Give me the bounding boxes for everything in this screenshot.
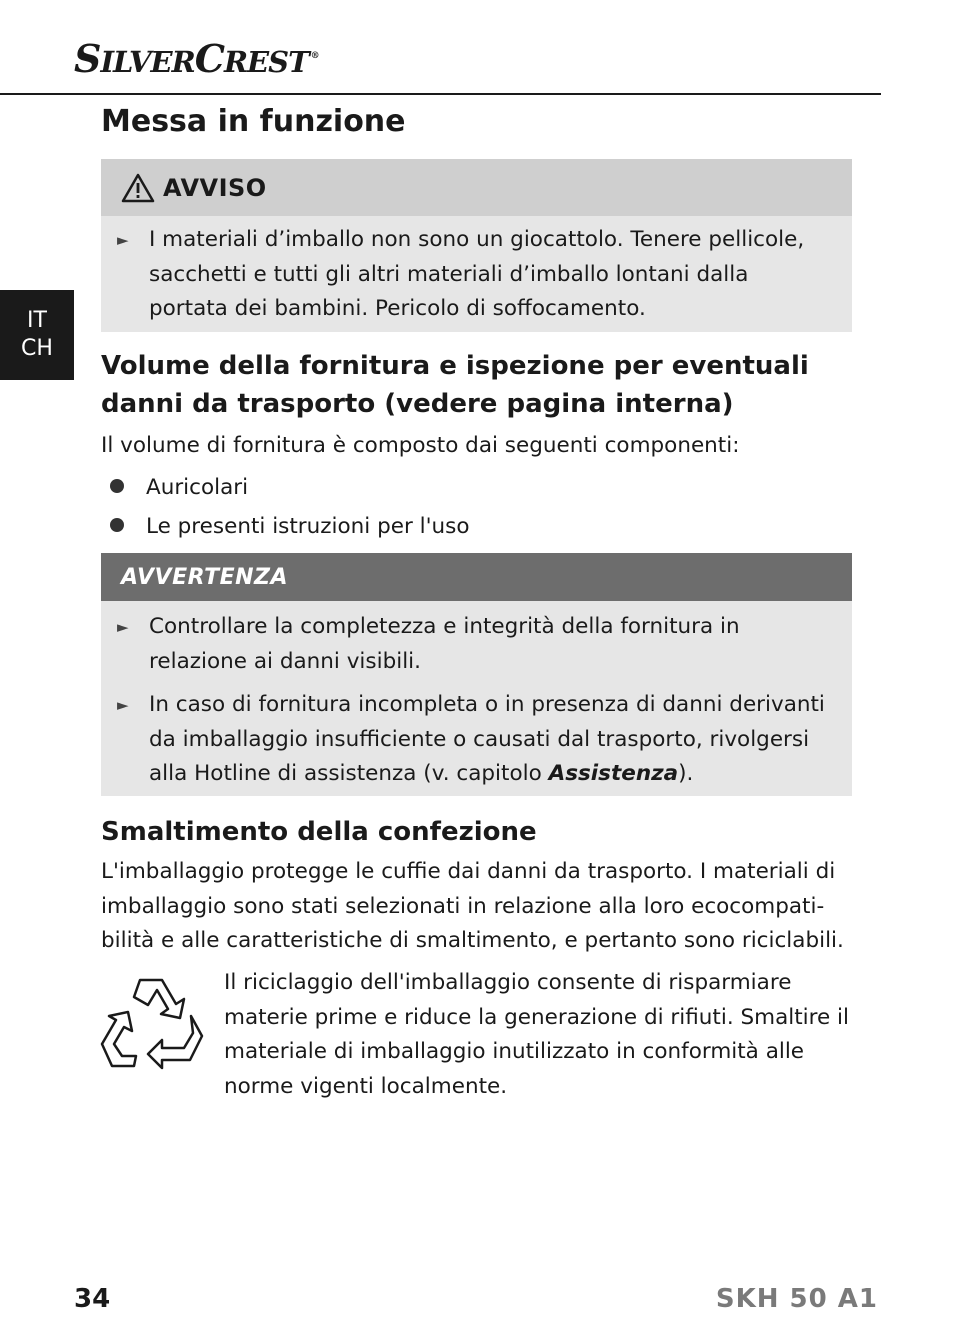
note-heading: AVVERTENZA — [121, 564, 288, 590]
assistance-chapter-ref: Assistenza — [548, 761, 679, 786]
note-item: ► In caso di fornitura incompleta o in presenza di danni derivanti da imballaggio insufficiente o causati dal trasporto, rivolgersi alla Hotline di assistenza (v. capitolo Assistenza). — [101, 688, 852, 792]
arrow-icon: ► — [117, 618, 129, 636]
note-header — [101, 553, 852, 601]
disposal-paragraph: L'imballaggio protegge le cuffie dai danni da trasporto. I materiali di imballaggio sono stati selezionati in relazione alla loro ecocompati-bilità e alle caratteristiche di smaltimento, e pertanto sono riciclabili. — [101, 859, 844, 953]
warning-triangle-icon — [121, 173, 155, 203]
list-item: Le presenti istruzioni per l'uso — [110, 510, 470, 544]
section-title-disposal: Smaltimento della confezione — [101, 817, 537, 847]
warning-item — [101, 223, 852, 327]
page-number: 34 — [74, 1284, 111, 1314]
list-item: Auricolari — [110, 471, 248, 505]
bullet-icon — [110, 518, 124, 532]
brand-logo: SILVERCREST ® — [74, 36, 319, 81]
section-title-delivery: Volume della fornitura e ispezione per eventuali danni da trasporto (vedere pagina interna) — [101, 351, 809, 419]
note-box — [101, 553, 852, 796]
warning-header — [101, 159, 852, 216]
language-tab — [0, 290, 74, 380]
language-code-it: IT — [27, 308, 47, 333]
recycling-paragraph: Il riciclaggio dell'imballaggio consente di risparmiare materie prime e riduce la generazione di rifiuti. Smaltire il materiale di imballaggio inutilizzato in conformità alle norme vigenti localmente. — [224, 970, 850, 1099]
section-title-start: Messa in funzione — [101, 104, 406, 139]
delivery-intro: Il volume di fornitura è composto dai seguenti componenti: — [101, 433, 740, 458]
model-number: SKH 50 A1 — [715, 1284, 878, 1314]
warning-box — [101, 159, 852, 332]
warning-heading: AVVISO — [163, 173, 267, 202]
bullet-icon — [110, 479, 124, 493]
arrow-icon: ► — [117, 696, 129, 714]
note-item: ► Controllare la completezza e integrità della fornitura in relazione ai danni visibili. — [101, 610, 852, 679]
warning-item-text: I materiali d’imballo non sono un giocattolo. Tenere pellicole, sacchetti e tutti gli altri materiali d’imballo lontani dalla portata dei bambini. Pericolo di soffocamento. — [149, 227, 805, 321]
header-rule — [0, 93, 881, 95]
arrow-icon: ► — [117, 231, 129, 249]
language-code-ch: CH — [21, 336, 53, 361]
recycle-icon — [100, 972, 212, 1078]
